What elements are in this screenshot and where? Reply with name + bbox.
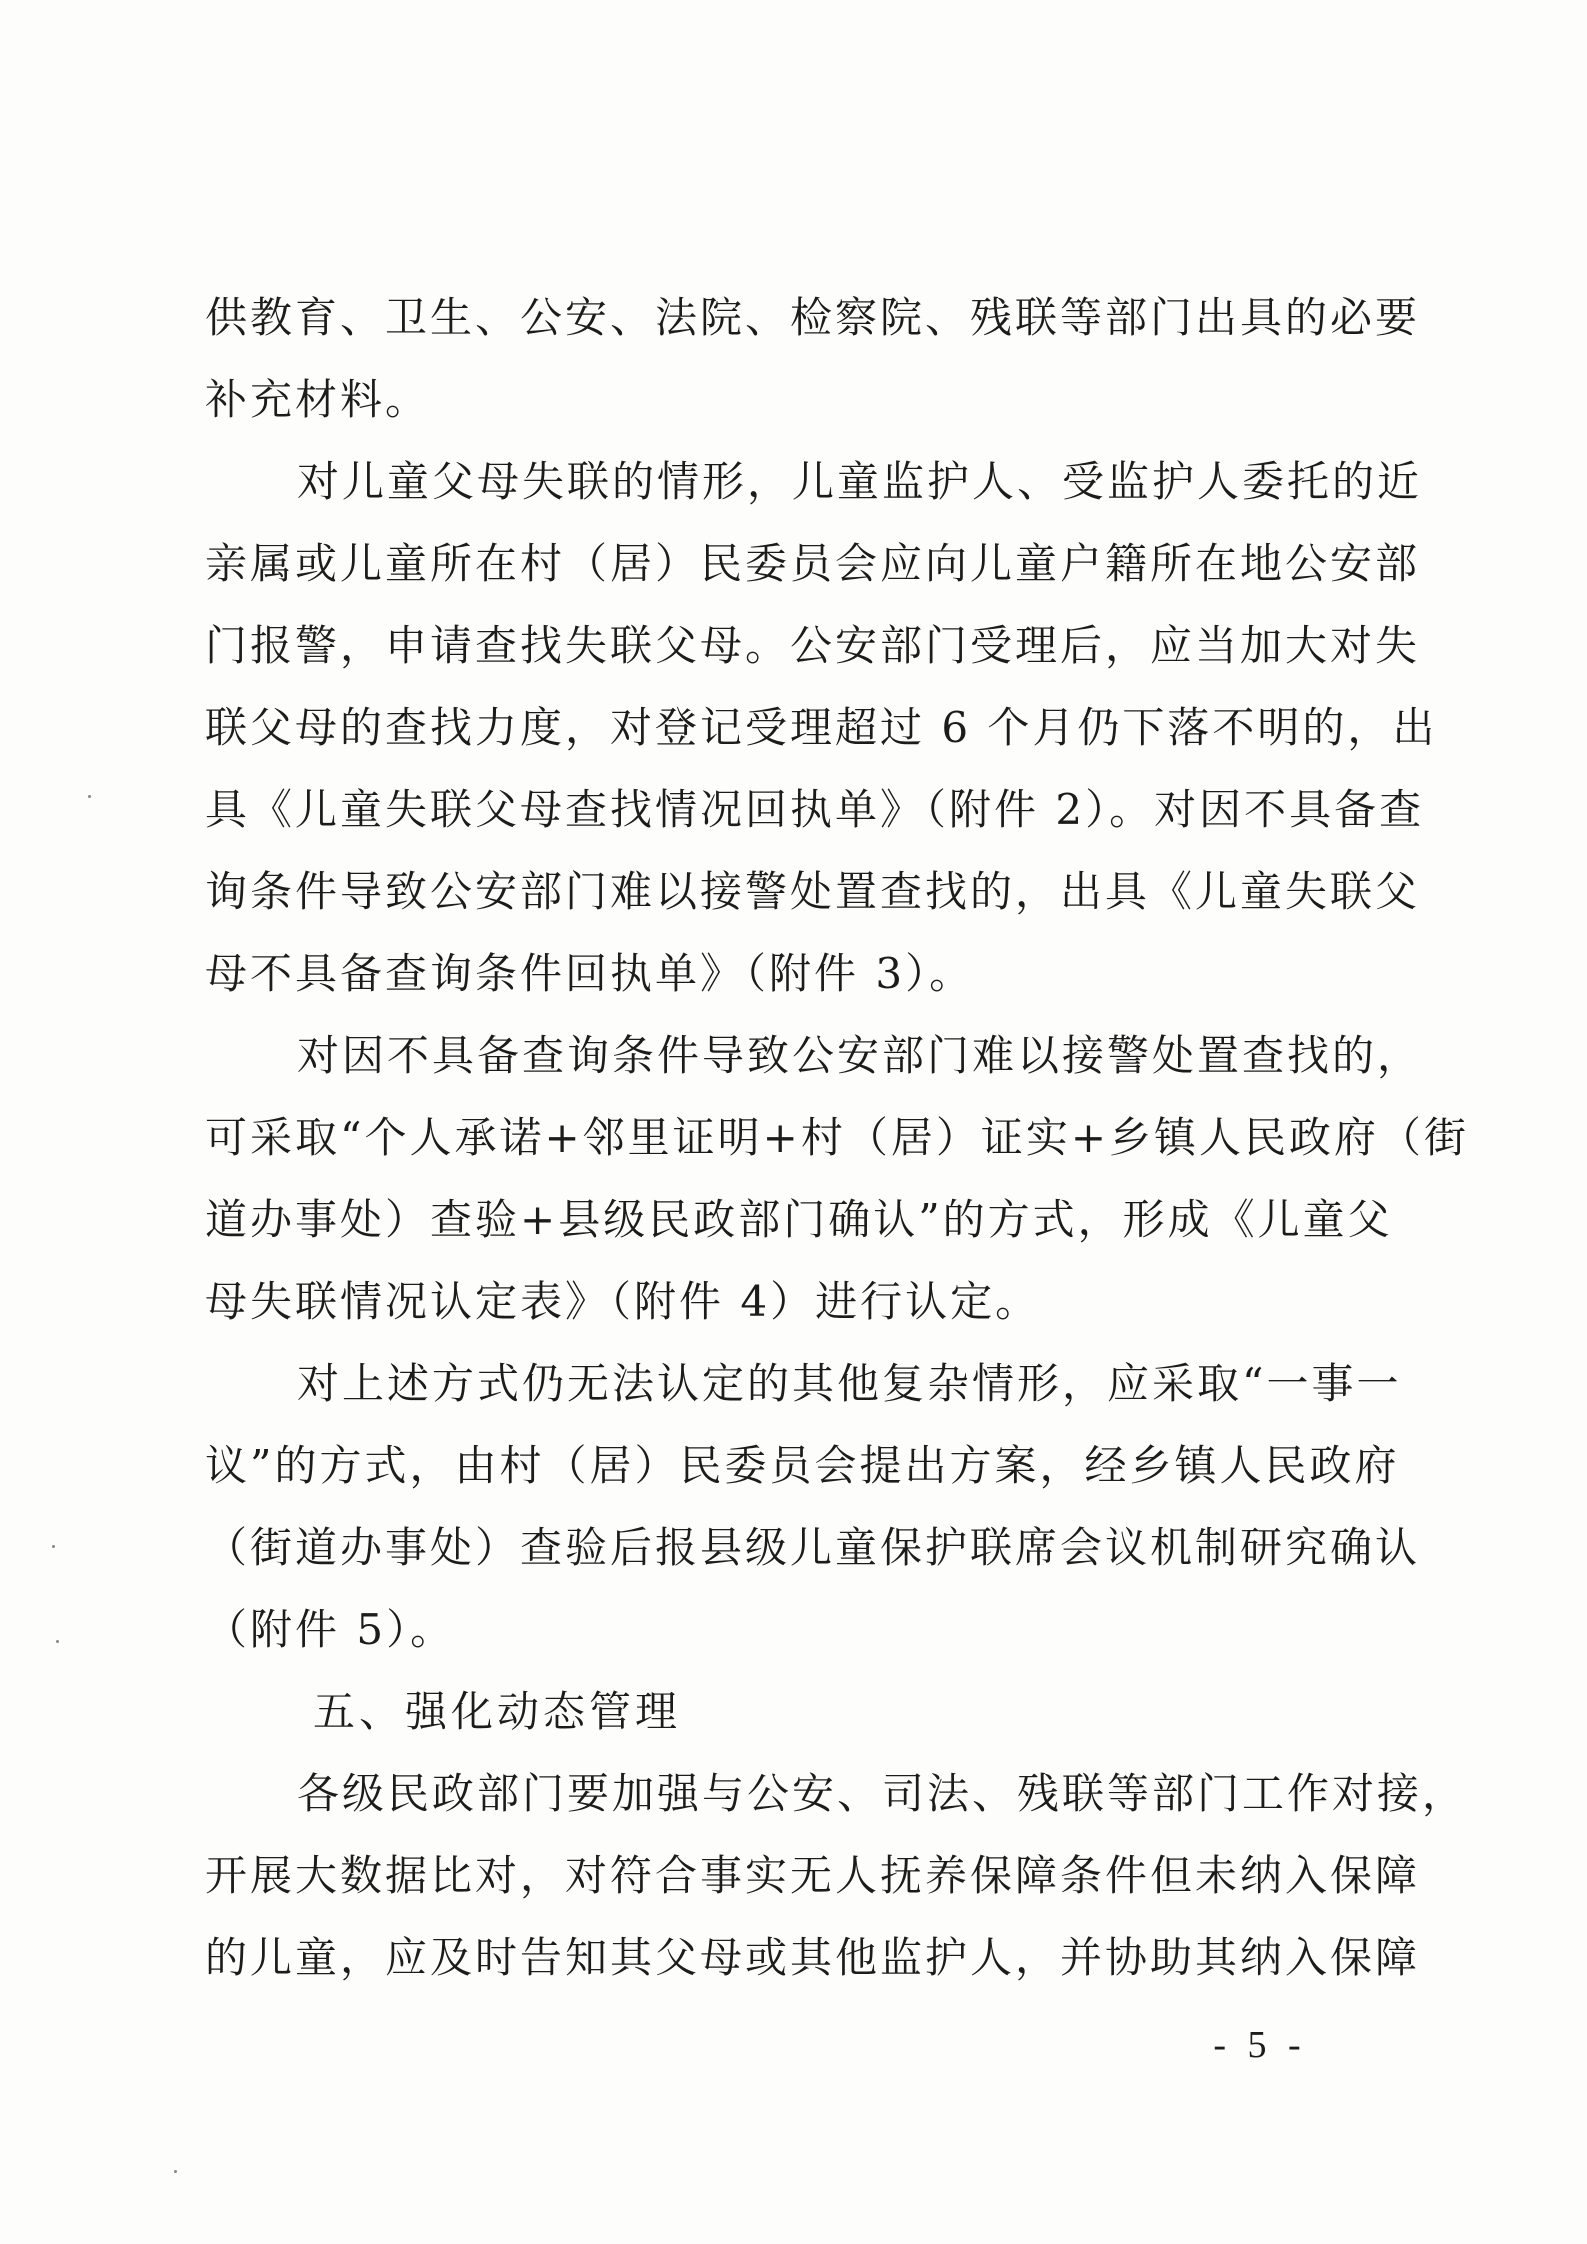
paragraph-line: 联父母的查找力度，对登记受理超过 6 个月仍下落不明的，出 (205, 703, 1438, 752)
page-number: - 5 - (1213, 2024, 1307, 2066)
paragraph-line: 补充材料。 (205, 375, 431, 424)
scan-speck (174, 2170, 177, 2173)
paragraph-line: 门报警，申请查找失联父母。公安部门受理后，应当加大对失 (205, 621, 1421, 670)
paragraph-line: 供教育、卫生、公安、法院、检察院、残联等部门出具的必要 (205, 293, 1421, 342)
section-heading: 五、强化动态管理 (313, 1687, 682, 1736)
paragraph-line: 对上述方式仍无法认定的其他复杂情形，应采取“一事一 (297, 1359, 1402, 1408)
paragraph-line: 亲属或儿童所在村（居）民委员会应向儿童户籍所在地公安部 (205, 539, 1421, 588)
paragraph-line: 对因不具备查询条件导致公安部门难以接警处置查找的， (297, 1031, 1423, 1080)
paragraph-line: 具《儿童失联父母查找情况回执单》（附件 2）。对因不具备查 (205, 785, 1425, 834)
scan-speck (52, 1545, 55, 1548)
paragraph-line: 对儿童父母失联的情形，儿童监护人、受监护人委托的近 (297, 457, 1423, 506)
paragraph-line: 母不具备查询条件回执单》（附件 3）。 (205, 949, 975, 998)
paragraph-line: 的儿童，应及时告知其父母或其他监护人，并协助其纳入保障 (205, 1933, 1421, 1982)
scan-speck (56, 1640, 59, 1643)
paragraph-line: 询条件导致公安部门难以接警处置查找的，出具《儿童失联父 (205, 867, 1421, 916)
paragraph-line: （街道办事处）查验后报县级儿童保护联席会议机制研究确认 (205, 1523, 1421, 1572)
paragraph-line: 母失联情况认定表》（附件 4）进行认定。 (205, 1277, 1041, 1326)
paragraph-line: （附件 5）。 (205, 1605, 456, 1654)
paragraph-line: 道办事处）查验+县级民政部门确认”的方式，形成《儿童父 (205, 1195, 1393, 1244)
paragraph-line: 开展大数据比对，对符合事实无人抚养保障条件但未纳入保障 (205, 1851, 1421, 1900)
scan-speck (88, 795, 91, 798)
paragraph-line: 议”的方式，由村（居）民委员会提出方案，经乡镇人民政府 (205, 1441, 1400, 1490)
paragraph-line: 可采取“个人承诺+邻里证明+村（居）证实+乡镇人民政府（街 (205, 1113, 1470, 1162)
paragraph-line: 各级民政部门要加强与公安、司法、残联等部门工作对接， (297, 1769, 1468, 1818)
